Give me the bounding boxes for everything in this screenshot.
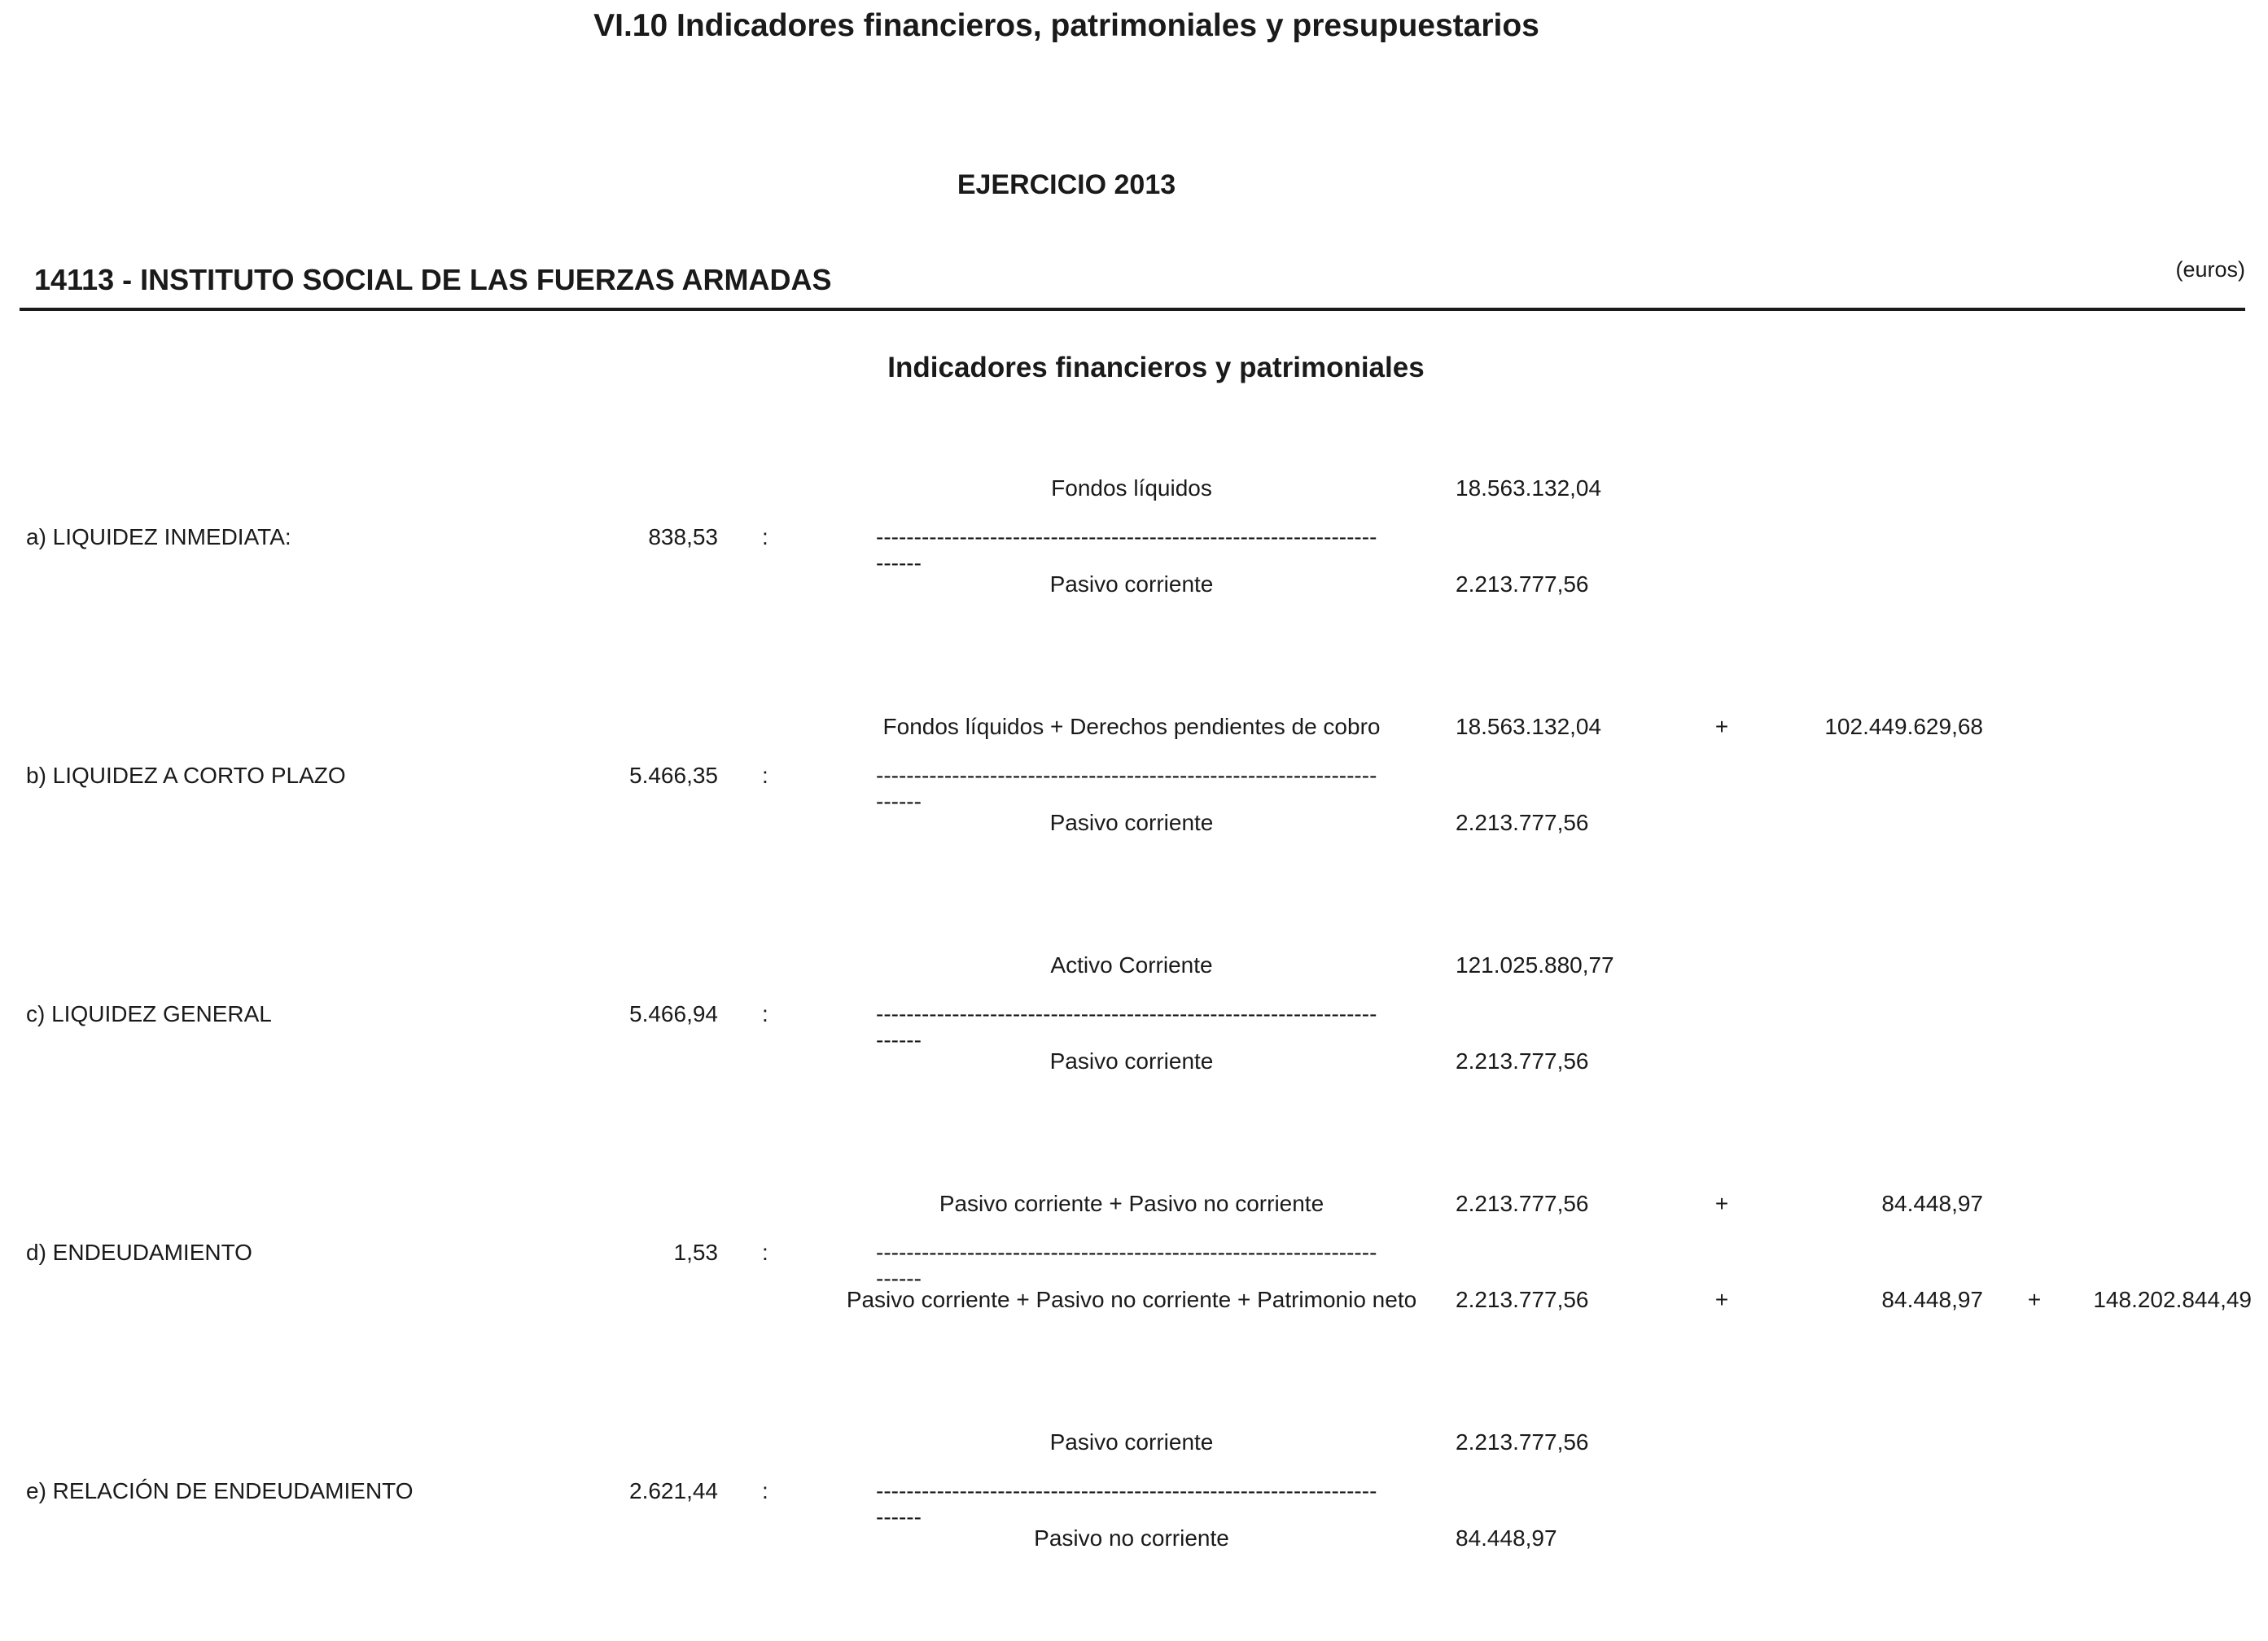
indicator-endeudamiento — [0, 1191, 2268, 1403]
numerator-description: Fondos líquidos — [1051, 475, 1212, 501]
denominator-plus-1: + — [1714, 1287, 1729, 1312]
fraction-line: ------------------------------------------------------------------------ — [876, 763, 1377, 814]
denominator-description: Pasivo no corriente — [1034, 1525, 1229, 1551]
section-title: Indicadores financieros y patrimoniales — [887, 352, 1425, 383]
numerator-description: Activo Corriente — [1050, 952, 1213, 978]
fraction-line: ------------------------------------------------------------------------ — [876, 1240, 1377, 1291]
denominator-term-1: 2.213.777,56 — [1456, 810, 1589, 835]
indicator-label: a) LIQUIDEZ INMEDIATA: — [26, 524, 291, 549]
denominator-description: Pasivo corriente — [1049, 571, 1214, 597]
indicator-value: 838,53 — [648, 524, 718, 549]
numerator-term-1: 2.213.777,56 — [1456, 1429, 1589, 1455]
page-title: VI.10 Indicadores financieros, patrimoniales y presupuestarios — [593, 8, 1539, 43]
numerator-description: Fondos líquidos + Derechos pendientes de cobro — [882, 714, 1381, 739]
numerator-term-1: 18.563.132,04 — [1456, 714, 1602, 739]
ratio-colon: : — [762, 1240, 768, 1265]
indicator-liquidez-corto-plazo — [0, 714, 2268, 926]
denominator-description: Pasivo corriente + Pasivo no corriente + Patrimonio neto — [846, 1287, 1417, 1312]
numerator-plus-1: + — [1714, 714, 1729, 739]
ratio-colon: : — [762, 763, 768, 788]
indicator-label: e) RELACIÓN DE ENDEUDAMIENTO — [26, 1478, 414, 1503]
numerator-description: Pasivo corriente + Pasivo no corriente — [939, 1191, 1324, 1216]
entity-name: 14113 - INSTITUTO SOCIAL DE LAS FUERZAS ARMADAS — [34, 263, 832, 296]
denominator-description: Pasivo corriente — [1049, 810, 1214, 835]
denominator-term-1: 84.448,97 — [1456, 1525, 1557, 1551]
indicator-value: 5.466,94 — [629, 1001, 718, 1026]
indicator-value: 2.621,44 — [629, 1478, 718, 1503]
numerator-description: Pasivo corriente — [1049, 1429, 1214, 1455]
exercise-year: EJERCICIO 2013 — [957, 169, 1176, 200]
indicator-liquidez-general — [0, 952, 2268, 1164]
numerator-plus-1: + — [1714, 1191, 1729, 1216]
fraction-line: ------------------------------------------------------------------------ — [876, 524, 1377, 575]
fraction-line: ------------------------------------------------------------------------ — [876, 1001, 1377, 1052]
denominator-description: Pasivo corriente — [1049, 1048, 1214, 1074]
denominator-term-1: 2.213.777,56 — [1456, 571, 1589, 597]
denominator-term-1: 2.213.777,56 — [1456, 1048, 1589, 1074]
denominator-plus-2: + — [2027, 1287, 2042, 1312]
numerator-term-1: 121.025.880,77 — [1456, 952, 1614, 978]
denominator-term-1: 2.213.777,56 — [1456, 1287, 1589, 1312]
denominator-term-3: 148.202.844,49 — [2093, 1287, 2252, 1312]
indicator-label: c) LIQUIDEZ GENERAL — [26, 1001, 272, 1026]
indicator-label: d) ENDEUDAMIENTO — [26, 1240, 252, 1265]
indicator-liquidez-inmediata — [0, 475, 2268, 687]
ratio-colon: : — [762, 1001, 768, 1026]
indicator-label: b) LIQUIDEZ A CORTO PLAZO — [26, 763, 346, 788]
numerator-term-1: 18.563.132,04 — [1456, 475, 1602, 501]
currency-unit: (euros) — [2175, 257, 2245, 282]
indicator-value: 5.466,35 — [629, 763, 718, 788]
indicator-value: 1,53 — [673, 1240, 718, 1265]
header-divider — [20, 308, 2245, 311]
fraction-line: ------------------------------------------------------------------------ — [876, 1478, 1377, 1529]
indicator-relacion-endeudamiento — [0, 1429, 2268, 1641]
denominator-term-2: 84.448,97 — [1881, 1287, 1983, 1312]
ratio-colon: : — [762, 1478, 768, 1503]
numerator-term-2: 102.449.629,68 — [1824, 714, 1983, 739]
ratio-colon: : — [762, 524, 768, 549]
numerator-term-2: 84.448,97 — [1881, 1191, 1983, 1216]
numerator-term-1: 2.213.777,56 — [1456, 1191, 1589, 1216]
